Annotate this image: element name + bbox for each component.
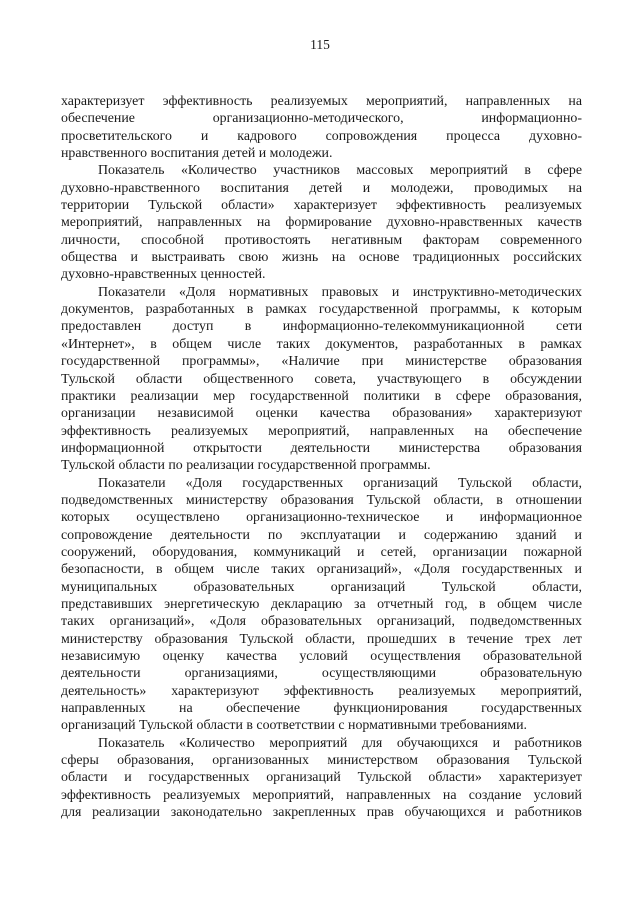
text-line: государственной программы», «Наличие при министерстве образования — [61, 354, 582, 370]
text-line: для реализации законодательно закрепленных прав обучающихся и работников — [61, 805, 582, 821]
page-number: 115 — [310, 37, 330, 52]
paragraph-continuation — [61, 93, 582, 162]
text-line: области и государственных организаций Тульской области» характеризует — [61, 770, 582, 786]
text-line: министерству образования Тульской области, прошедших в течение трех лет — [61, 631, 582, 647]
text-line: «Интернет», в общем числе таких документов, разработанных в рамках — [61, 336, 582, 352]
text-line: независимую оценку качества условий осуществления образовательной — [61, 649, 582, 664]
text-line: информационной открытости деятельности министерства образования — [61, 440, 582, 456]
text-line: сопровождение деятельности по эксплуатации и содержанию зданий и — [61, 527, 582, 543]
text-line: сферы образования, организованных министерством образования Тульской — [61, 753, 582, 769]
text-line: представивших энергетическую декларацию за отчетный год, в общем числе — [61, 596, 582, 612]
text-line: организаций Тульской области в соответствии с нормативными требованиями. — [61, 718, 528, 734]
text-line: деятельность» характеризуют эффективность реализуемых мероприятий, — [61, 683, 582, 699]
text-line: организации независимой оценки качества образования» характеризуют — [61, 406, 582, 422]
text-line: мероприятий, направленных на формирование духовно-нравственных качеств — [61, 215, 582, 231]
text-line: духовно-нравственного воспитания детей и молодежи, проводимых на — [61, 180, 582, 196]
text-line: Показатели «Доля нормативных правовых и инструктивно-методических — [98, 284, 582, 300]
text-line: Тульской области по реализации государственной программы. — [61, 458, 431, 474]
text-line: обеспечение организационно-методического, информационно- — [61, 111, 582, 127]
text-line: нравственного воспитания детей и молодежи. — [61, 146, 333, 162]
text-line: практики реализации мер государственной политики в сфере образования, — [61, 388, 582, 404]
text-line: духовно-нравственных ценностей. — [61, 267, 266, 283]
text-line: муниципальных образовательных организаций Тульской области, — [61, 579, 582, 595]
text-line: общества и выстраивать свою жизнь на основе традиционных российских — [61, 250, 582, 266]
text-line: Показатели «Доля государственных организаций Тульской области, — [98, 475, 582, 491]
text-line: безопасности, в общем числе таких организаций», «Доля государственных и — [61, 562, 582, 578]
text-line: подведомственных министерству образования Тульской области, в отношении — [61, 492, 582, 508]
text-line: личности, способной противостоять негативным факторам современного — [61, 232, 582, 248]
text-line: таких организаций», «Доля образовательных организаций, подведомственных — [61, 614, 582, 630]
text-line: Показатель «Количество мероприятий для обучающихся и работников — [98, 735, 582, 751]
text-line: просветительского и кадрового сопровождения процесса духовно- — [61, 128, 582, 144]
text-line: территории Тульской области» характеризует эффективность реализуемых — [61, 198, 582, 214]
text-line: характеризует эффективность реализуемых мероприятий, направленных на — [61, 94, 582, 109]
paragraph-events-indicator — [61, 735, 582, 822]
text-line: деятельности организациями, осуществляющими образовательную — [61, 666, 582, 682]
text-line: которых осуществлено организационно-техническое и информационное — [61, 510, 582, 526]
paragraph-participants-indicator — [61, 162, 582, 283]
text-line: документов, разработанных в рамках государственной программы, к которым — [61, 302, 582, 318]
paragraph-organizations-indicator — [61, 475, 582, 735]
text-line: предоставлен доступ в информационно-телекоммуникационной сети — [61, 319, 582, 335]
text-line: сооружений, оборудования, коммуникаций и сетей, организации пожарной — [61, 544, 582, 560]
document-body — [61, 93, 582, 821]
text-line: эффективность реализуемых мероприятий, направленных на создание условий — [61, 787, 582, 803]
text-line: Показатель «Количество участников массовых мероприятий в сфере — [98, 163, 582, 179]
text-line: направленных на обеспечение функционирования государственных — [61, 701, 582, 717]
text-line: Тульской области общественного совета, участвующего в обсуждении — [61, 371, 582, 387]
text-line: эффективность реализуемых мероприятий, направленных на обеспечение — [61, 423, 582, 439]
paragraph-documents-indicator — [61, 284, 582, 475]
